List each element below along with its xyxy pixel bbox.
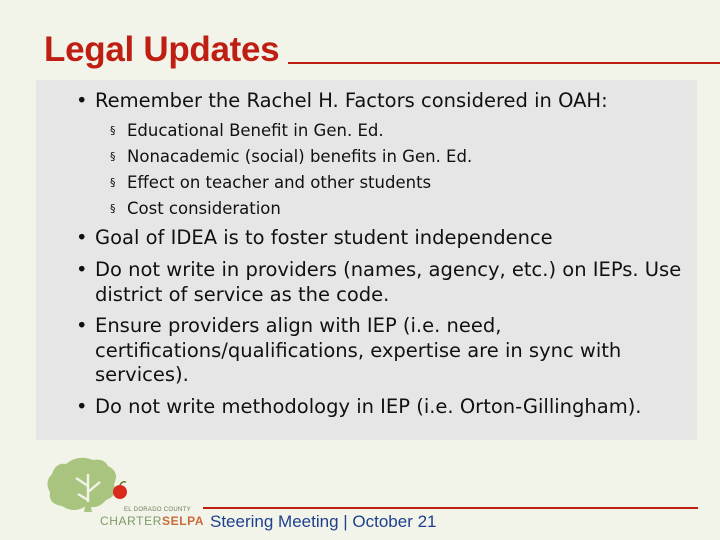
sub-item-cost-consideration [110,196,472,222]
charter-selpa-logo [38,452,205,532]
bullet-item-align [76,314,695,388]
sub-item-effect-on-teacher [110,170,472,196]
tree-icon [47,458,116,512]
footer-text: Steering Meeting | October 21 [210,512,437,531]
logo-county-text: EL DORADO COUNTY [124,507,191,513]
sub-item-text: Effect on teacher and other students [127,173,432,192]
logo-brand-charter: CHARTER [100,514,162,528]
bullet-item-methodology [76,395,695,420]
title-underline [288,62,720,64]
content-box [36,80,697,440]
logo-brand-text [100,514,204,528]
apple-icon [113,482,127,499]
footer-rule [203,507,698,509]
bullet-item-rachel-h [76,89,695,114]
rachel-h-factors-list [110,118,473,222]
sub-bullet: § [110,124,116,137]
sub-item-text: Educational Benefit in Gen. Ed. [127,121,384,140]
bullet-dot: • [76,258,88,281]
sub-bullet: § [110,176,116,189]
sub-item-nonacademic-benefits [110,144,473,170]
logo-brand-selpa: SELPA [162,514,205,528]
slide-title: Legal Updates [44,30,280,69]
bullet-text: Goal of IDEA is to foster student independence [95,226,553,249]
bullet-dot: • [76,314,88,337]
bullet-text: Do not write in providers (names, agency, etc.) on IEPs. Use district of service as the code. [95,258,682,306]
sub-bullet: § [110,202,116,215]
bullet-dot: • [76,395,88,418]
sub-item-text: Nonacademic (social) benefits in Gen. Ed. [127,147,473,166]
bullet-dot: • [76,89,88,112]
bullet-item-idea-goal [76,226,695,251]
bullet-text: Do not write methodology in IEP (i.e. Orton-Gillingham). [95,395,642,418]
sub-bullet: § [110,150,116,163]
sub-item-educational-benefit [110,118,472,144]
sub-item-text: Cost consideration [127,199,281,218]
bullet-dot: • [76,226,88,249]
tree-canopy [47,458,116,510]
bullet-item-providers [76,258,695,307]
bullet-text: Remember the Rachel H. Factors considered in OAH: [95,89,608,112]
bullet-text: Ensure providers align with IEP (i.e. need, certifications/qualifications, expertise are in sync with services). [95,314,622,386]
